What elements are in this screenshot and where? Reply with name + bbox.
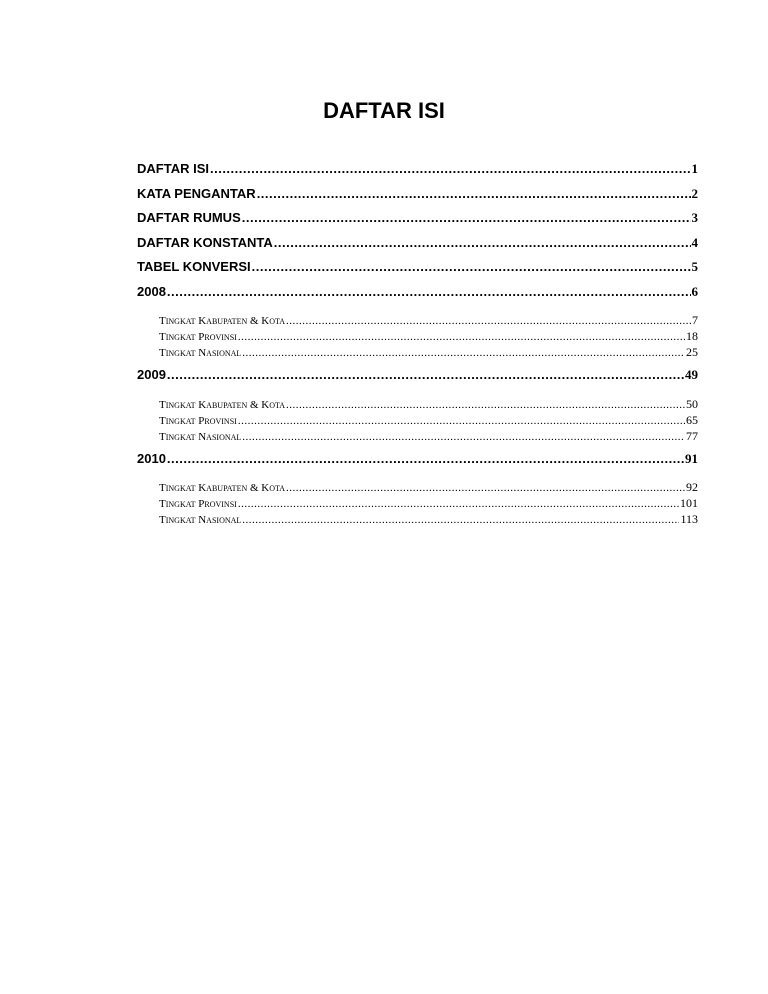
toc-entry-kata-pengantar[interactable] [137,182,698,207]
toc-entry-2010[interactable] [137,447,698,472]
toc-subentry-page: 92 [686,480,698,494]
toc-entry-page: 3 [691,210,698,225]
toc-subentry-2008-provinsi[interactable] [137,328,698,344]
toc-entry-label: KATA PENGANTAR [137,185,256,201]
dot-leader [167,363,684,388]
toc-subentry-2010-nasional[interactable] [137,511,698,527]
toc-subentry-label: Tingkat Nasional [159,514,242,526]
toc-subentry-2009-kabupaten-kota[interactable] [137,396,698,412]
dot-leader [242,429,685,444]
toc-entry-page: 1 [691,161,698,176]
toc-entry-label: 2008 [137,283,166,299]
toc-entry-label: TABEL KONVERSI [137,259,251,274]
toc-entry-daftar-isi[interactable] [137,157,698,182]
toc-subentry-2010-provinsi[interactable] [137,495,698,511]
toc-entry-tabel-konversi[interactable] [137,255,698,280]
dot-leader [252,255,691,280]
table-of-contents [137,157,698,527]
dot-leader [238,496,679,511]
dot-leader [167,280,691,305]
toc-subentry-label: Tingkat Kabupaten & Kota [159,315,286,327]
toc-subentry-label: Tingkat Provinsi [159,331,237,343]
toc-entry-page: 91 [685,450,698,466]
toc-entry-label: DAFTAR ISI [137,161,209,176]
toc-subentry-2009-nasional[interactable] [137,428,698,444]
toc-entry-daftar-rumus[interactable] [137,206,698,231]
toc-subentry-2008-nasional[interactable] [137,344,698,360]
toc-entry-page: 49 [685,367,698,382]
dot-leader [257,182,691,207]
dot-leader [242,206,691,231]
dot-leader [242,345,685,360]
toc-subentry-page: 25 [686,345,698,359]
toc-entry-label: DAFTAR RUMUS [137,210,241,225]
dot-leader [286,397,685,412]
toc-subentry-label: Tingkat Provinsi [159,414,237,427]
toc-subentry-2008-kabupaten-kota[interactable] [137,312,698,328]
toc-entry-label: 2009 [137,367,166,382]
toc-subentry-label: Tingkat Nasional [159,347,242,359]
dot-leader [286,313,691,328]
toc-subentry-2010-kabupaten-kota[interactable] [137,479,698,495]
toc-subentry-page: 77 [686,428,698,443]
toc-subentry-2009-provinsi[interactable] [137,412,698,428]
toc-entry-label: DAFTAR KONSTANTA [137,234,273,250]
toc-entry-page: 6 [691,283,698,299]
toc-entry-label: 2010 [137,450,166,466]
dot-leader [242,512,679,527]
dot-leader [238,413,685,428]
toc-subentry-page: 65 [686,412,698,427]
toc-entry-page: 2 [691,185,698,201]
toc-subentry-label: Tingkat Kabupaten & Kota [159,482,286,494]
toc-subentry-label: Tingkat Nasional [159,430,242,443]
toc-entry-page: 4 [691,234,698,250]
toc-subentry-label: Tingkat Provinsi [159,498,237,510]
toc-entry-page: 5 [691,259,698,274]
toc-subentry-label: Tingkat Kabupaten & Kota [159,398,286,411]
dot-leader [286,480,685,495]
toc-subentry-page: 50 [686,396,698,411]
toc-subentry-page: 113 [680,512,698,526]
page-title: DAFTAR ISI [323,98,445,123]
dot-leader [274,231,691,256]
dot-leader [238,329,685,344]
toc-entry-daftar-konstanta[interactable] [137,231,698,256]
toc-subentry-page: 18 [686,329,698,343]
toc-entry-2008[interactable] [137,280,698,305]
toc-entry-2009[interactable] [137,363,698,388]
toc-subentry-page: 101 [680,496,698,510]
dot-leader [210,157,691,182]
dot-leader [167,447,684,472]
toc-subentry-page: 7 [692,313,698,327]
